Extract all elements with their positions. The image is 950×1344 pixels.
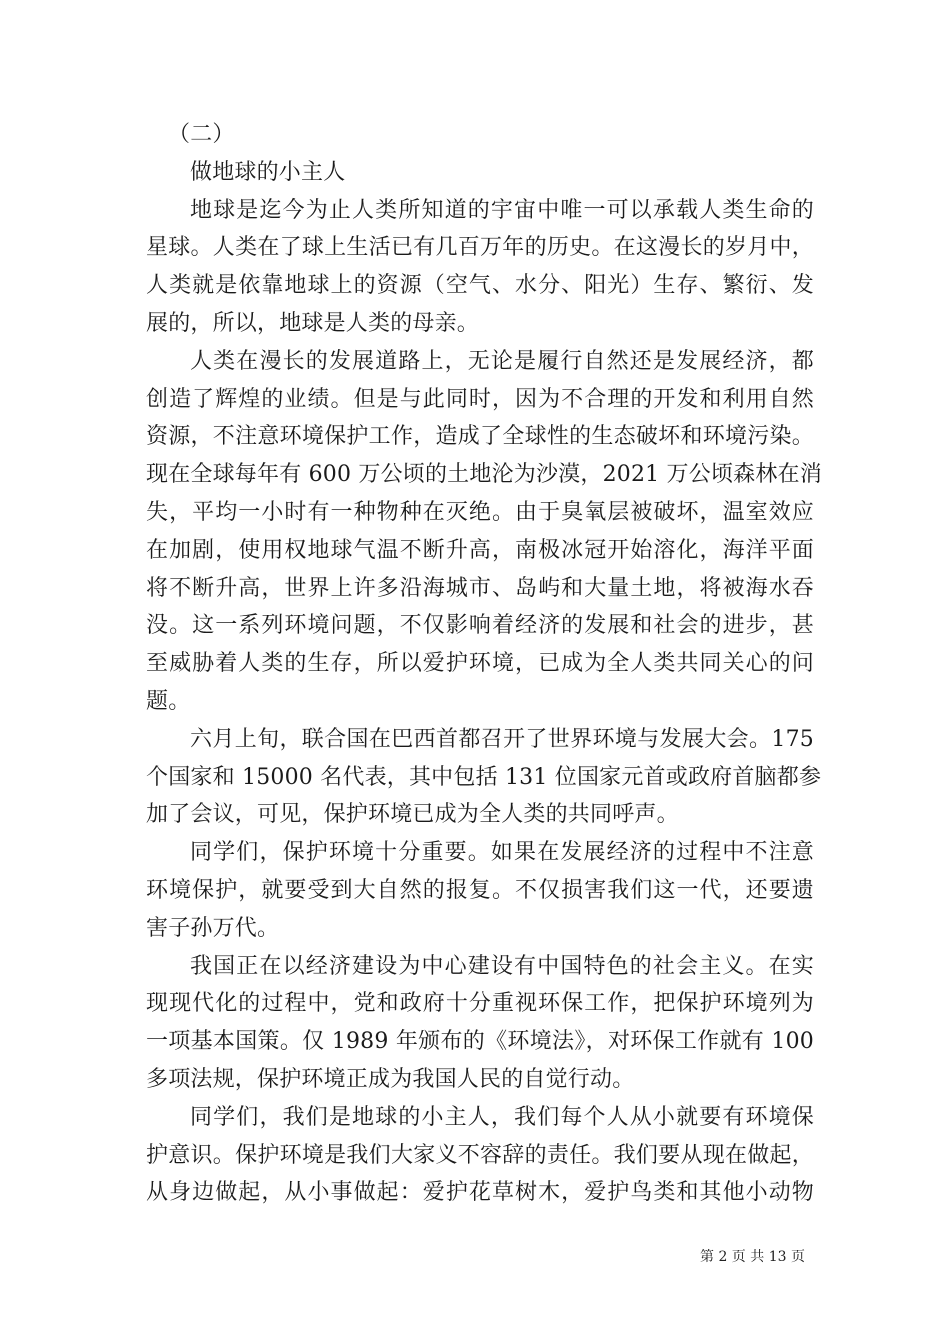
paragraph-line: 害子孙万代。 — [146, 915, 280, 941]
paragraph-line: 至威胁着人类的生存，所以爱护环境，已成为全人类共同关心的问 — [146, 651, 814, 677]
paragraph-line: 一项基本国策。仅 1989 年颁布的《环境法》，对环保工作就有 100 — [146, 1029, 814, 1055]
paragraph-line: 现现代化的过程中，党和政府十分重视环保工作，把保护环境列为 — [146, 991, 814, 1017]
paragraph-line: 地球是迄今为止人类所知道的宇宙中唯一可以承载人类生命的 — [190, 197, 814, 223]
paragraph-line: 现在全球每年有 600 万公顷的土地沦为沙漠，2021 万公顷森林在消 — [146, 462, 822, 488]
paragraph-line: 失，平均一小时有一种物种在灭绝。由于臭氧层被破坏，温室效应 — [146, 499, 814, 525]
paragraph-line: 题。 — [146, 688, 191, 714]
paragraph-line: 星球。人类在了球上生活已有几百万年的历史。在这漫长的岁月中， — [146, 235, 814, 261]
paragraph-line: 多项法规，保护环境正成为我国人民的自觉行动。 — [146, 1066, 635, 1092]
document-title: 做地球的小主人 — [190, 159, 346, 185]
paragraph-line: 同学们，我们是地球的小主人，我们每个人从小就要有环境保 — [190, 1104, 814, 1130]
paragraph-line: 我国正在以经济建设为中心建设有中国特色的社会主义。在实 — [190, 953, 814, 979]
section-label: （二） — [168, 122, 235, 147]
paragraph-line: 环境保护，就要受到大自然的报复。不仅损害我们这一代，还要遗 — [146, 877, 814, 903]
paragraph-line: 个国家和 15000 名代表，其中包括 131 位国家元首或政府首脑都参 — [146, 764, 822, 790]
paragraph-line: 人类在漫长的发展道路上，无论是履行自然还是发展经济，都 — [190, 348, 814, 374]
paragraph-line: 从身边做起，从小事做起：爱护花草树木，爱护鸟类和其他小动物 — [146, 1180, 814, 1206]
paragraph-line: 资源，不注意环境保护工作，造成了全球性的生态破坏和环境污染。 — [146, 424, 814, 450]
paragraph-line: 六月上旬，联合国在巴西首都召开了世界环境与发展大会。175 — [190, 726, 814, 752]
paragraph-line: 将不断升高，世界上许多沿海城市、岛屿和大量土地，将被海水吞 — [146, 575, 814, 601]
paragraph-line: 护意识。保护环境是我们大家义不容辞的责任。我们要从现在做起， — [146, 1142, 814, 1168]
page-number: 第 2 页 共 13 页 — [700, 1249, 805, 1265]
paragraph-line: 人类就是依靠地球上的资源（空气、水分、阳光）生存、繁衍、发 — [146, 273, 814, 299]
paragraph-line: 没。这一系列环境问题，不仅影响着经济的发展和社会的进步，甚 — [146, 613, 814, 639]
paragraph-line: 加了会议，可见，保护环境已成为全人类的共同呼声。 — [146, 802, 679, 828]
paragraph-line: 创造了辉煌的业绩。但是与此同时，因为不合理的开发和利用自然 — [146, 386, 814, 412]
paragraph-line: 同学们，保护环境十分重要。如果在发展经济的过程中不注意 — [190, 840, 814, 866]
document-body — [146, 116, 822, 1212]
paragraph-line: 展的，所以，地球是人类的母亲。 — [146, 310, 480, 336]
paragraph-line: 在加剧，使用权地球气温不断升高，南极冰冠开始溶化，海洋平面 — [146, 537, 814, 563]
